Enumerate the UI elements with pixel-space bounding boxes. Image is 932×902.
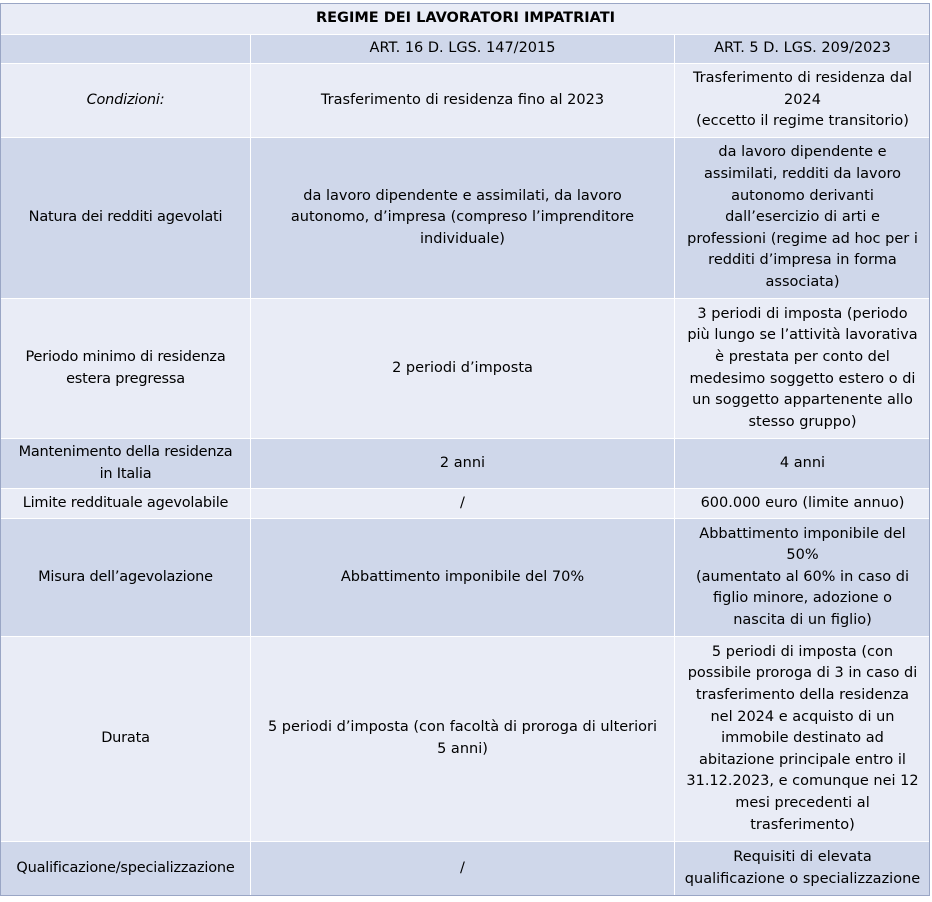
- column-header-empty: [1, 35, 251, 64]
- row-label: Condizioni:: [1, 64, 251, 138]
- table-row-durata: [1, 637, 931, 842]
- cell-art5: da lavoro dipendente e assimilati, redditi da lavoro autonomo derivanti dall’esercizio di arti e professioni (regime ad hoc per i redditi d’impresa in forma associata): [675, 138, 931, 299]
- cell-art5: Requisiti di elevata qualificazione o specializzazione: [675, 842, 931, 897]
- cell-art16: 2 anni: [251, 439, 675, 489]
- table-row-condizioni: [1, 64, 931, 138]
- cell-art16: /: [251, 489, 675, 519]
- column-header-art16: ART. 16 D. LGS. 147/2015: [251, 35, 675, 64]
- table-row-periodo-minimo: [1, 299, 931, 439]
- cell-art5: 4 anni: [675, 439, 931, 489]
- cell-art5: Abbattimento imponibile del 50% (aumentato al 60% in caso di figlio minore, adozione o nascita di un figlio): [675, 519, 931, 637]
- row-label: Mantenimento della residenza in Italia: [1, 439, 251, 489]
- impatriati-comparison-table: [0, 3, 931, 897]
- row-label: Natura dei redditi agevolati: [1, 138, 251, 299]
- table-row-natura-redditi: [1, 138, 931, 299]
- table-row-qualificazione: [1, 842, 931, 897]
- cell-art16: /: [251, 842, 675, 897]
- table-row-limite-reddituale: [1, 489, 931, 519]
- table-row-misura: [1, 519, 931, 637]
- table-row-mantenimento: [1, 439, 931, 489]
- row-label: Periodo minimo di residenza estera pregressa: [1, 299, 251, 439]
- cell-art5: 5 periodi di imposta (con possibile proroga di 3 in caso di trasferimento della residenza nel 2024 e acquisto di un immobile destinato ad abitazione principale entro il 31.12.2023, e comunque nei 12 mesi precedenti al trasferimento): [675, 637, 931, 842]
- table-title: REGIME DEI LAVORATORI IMPATRIATI: [1, 4, 931, 35]
- table-title-row: [1, 4, 931, 35]
- cell-art16: Abbattimento imponibile del 70%: [251, 519, 675, 637]
- column-header-row: [1, 35, 931, 64]
- cell-art5: 600.000 euro (limite annuo): [675, 489, 931, 519]
- column-header-art5: ART. 5 D. LGS. 209/2023: [675, 35, 931, 64]
- cell-art5: 3 periodi di imposta (periodo più lungo se l’attività lavorativa è prestata per conto del medesimo soggetto estero o di un soggetto appartenente allo stesso gruppo): [675, 299, 931, 439]
- cell-art16: 2 periodi d’imposta: [251, 299, 675, 439]
- row-label: Misura dell’agevolazione: [1, 519, 251, 637]
- cell-art16: 5 periodi d’imposta (con facoltà di proroga di ulteriori 5 anni): [251, 637, 675, 842]
- row-label: Durata: [1, 637, 251, 842]
- cell-art16: Trasferimento di residenza fino al 2023: [251, 64, 675, 138]
- row-label: Limite reddituale agevolabile: [1, 489, 251, 519]
- cell-art5: Trasferimento di residenza dal 2024 (eccetto il regime transitorio): [675, 64, 931, 138]
- row-label: Qualificazione/specializzazione: [1, 842, 251, 897]
- cell-art16: da lavoro dipendente e assimilati, da lavoro autonomo, d’impresa (compreso l’imprenditore individuale): [251, 138, 675, 299]
